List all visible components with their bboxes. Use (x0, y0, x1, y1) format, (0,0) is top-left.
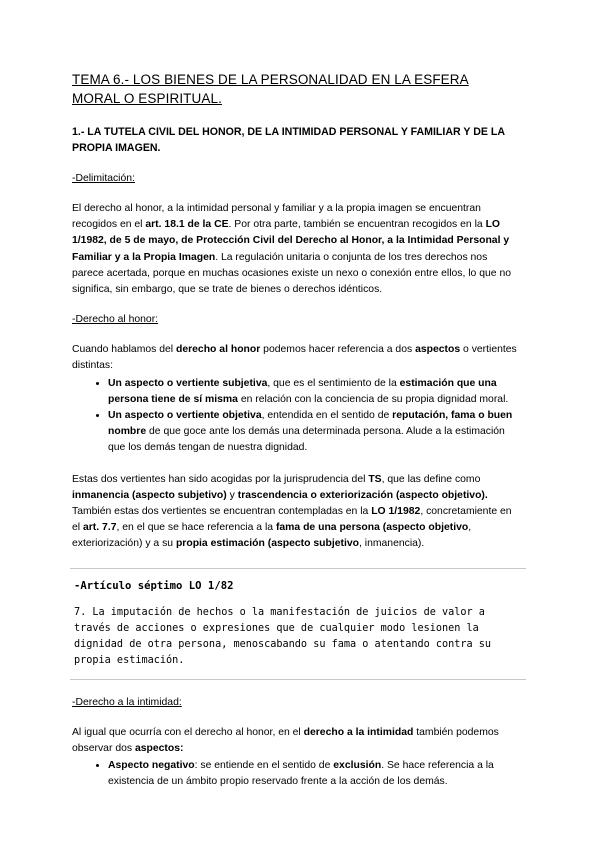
intimidad-aspects-list (72, 758, 520, 790)
list-item: • Un aspecto o vertiente subjetiva, que es el sentimiento de la estimación que una persona tiene de sí misma en relación con la conciencia de su propia dignidad moral. (108, 376, 520, 408)
paragraph-intimidad-intro: Al igual que ocurría con el derecho al honor, en el derecho a la intimidad también podemos observar dos aspectos: (72, 726, 499, 754)
divider-bottom (70, 679, 526, 680)
document-title: TEMA 6.- LOS BIENES DE LA PERSONALIDAD EN LA ESFERA MORAL O ESPIRITUAL. (72, 72, 469, 106)
section-heading-1: 1.- LA TUTELA CIVIL DEL HONOR, DE LA INTIMIDAD PERSONAL Y FAMILIAR Y DE LA PROPIA IMAGEN. (72, 126, 505, 154)
subheading-delimitacion: -Delimitación: (72, 173, 135, 184)
subheading-honor: -Derecho al honor: (72, 314, 159, 326)
list-item: • Un aspecto o vertiente objetiva, entendida en el sentido de reputación, fama o buen nombre de que goce ante los demás una determinada persona. Alude a la estimación que los demás tengan de nuestra dignidad. (108, 408, 520, 457)
article-title: -Artículo séptimo LO 1/82 (74, 579, 234, 592)
paragraph-vertientes: Estas dos vertientes han sido acogidas por la jurisprudencia del TS, que las define como inmanencia (aspecto subjetivo) y trascendencia o exteriorización (aspecto objetivo). También estas dos vertientes se encuentran contempladas en la LO 1/1982, concretamiente en el art. 7.7, en el que se hace referencia a la fama de una persona (aspecto objetivo, exteriorización) y a su propia estimación (aspecto subjetivo, inmanencia). (72, 473, 512, 550)
paragraph-delimitacion: El derecho al honor, a la intimidad personal y familiar y a la propia imagen se encuentran recogidos en el art. 18.1 de la CE. Por otra parte, también se encuentran recogidos en la LO 1/1982, de 5 de mayo, de Protección Civil del Derecho al Honor, a la Intimidad Personal y Familiar y a la Propia Imagen. La regulación unitaria o conjunta de los tres derechos nos parece acertada, porque en muchas ocasiones existe un nexo o conexión entre ellos, lo que no significa, sin embargo, que se trate de bienes o derechos idénticos. (72, 203, 512, 296)
honor-aspects-list (72, 376, 520, 457)
list-item: • Aspecto negativo: se entiende en el sentido de exclusión. Se hace referencia a la existencia de un ámbito propio reservado frente a la acción de los demás. (108, 758, 520, 790)
paragraph-honor-intro: Cuando hablamos del derecho al honor podemos hacer referencia a dos aspectos o vertientes distintas: (72, 344, 517, 372)
subheading-intimidad: -Derecho a la intimidad: (72, 696, 182, 708)
article-text: 7. La imputación de hechos o la manifestación de juicios de valor a través de acciones o expresiones que de cualquier modo lesionen la dignidad de otra persona, menoscabando su fama o atentando contra su propia estimación. (74, 606, 492, 666)
divider-top (70, 568, 526, 569)
